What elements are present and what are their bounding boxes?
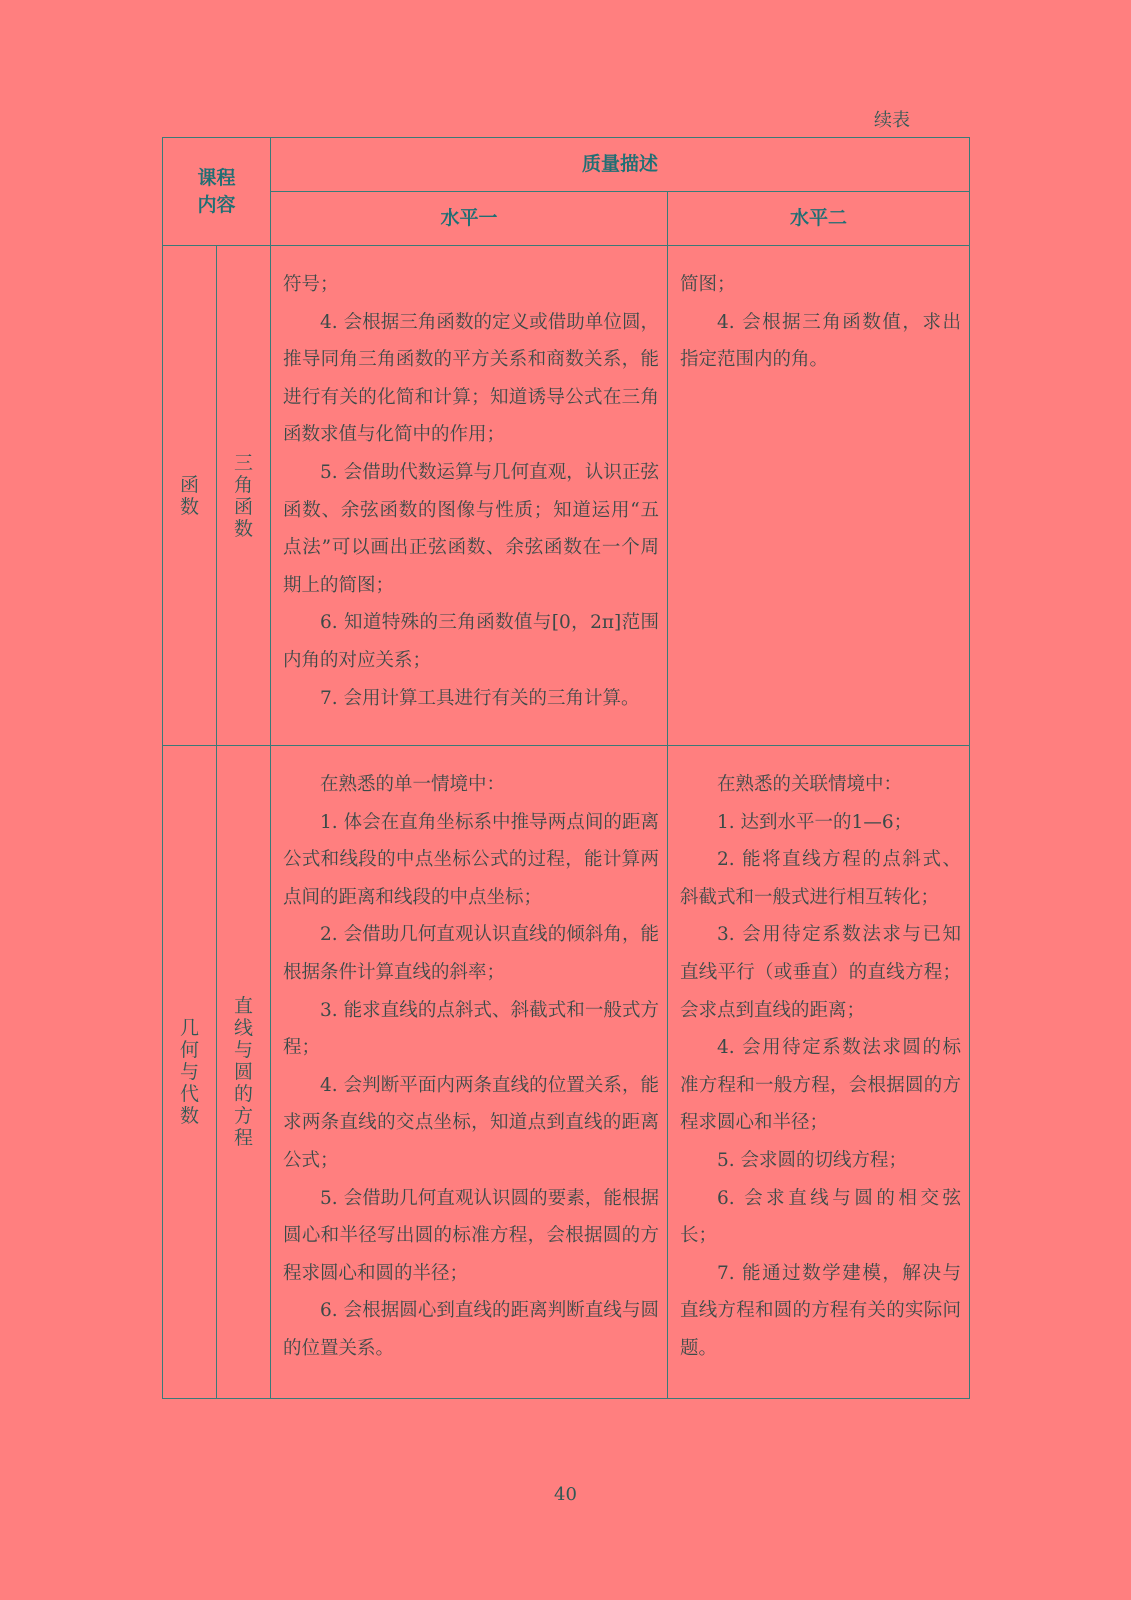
category-label: 几何与代数 [179,1017,199,1127]
level-two-header: 水平二 [668,192,970,246]
paragraph: 5. 会借助几何直观认识圆的要素，能根据圆心和半径写出圆的标准方程，会根据圆的方程求圆心和圆的半径； [283,1187,660,1284]
paragraph: 4. 会判断平面内两条直线的位置关系，能求两条直线的交点坐标，知道点到直线的距离公式； [283,1074,660,1171]
paragraph: 6. 会根据圆心到直线的距离判断直线与圆的位置关系。 [283,1300,660,1359]
paragraph: 1. 体会在直角坐标系中推导两点间的距离公式和线段的中点坐标公式的过程，能计算两点间的距离和线段的中点坐标； [283,811,660,908]
quality-description-header: 质量描述 [271,138,970,192]
paragraph: 2. 能将直线方程的点斜式、斜截式和一般式进行相互转化； [680,849,962,908]
paragraph: 6. 知道特殊的三角函数值与[0，2π]范围内角的对应关系； [283,612,660,671]
quality-table [162,137,970,1399]
paragraph: 6. 会求直线与圆的相交弦长； [680,1187,962,1247]
table-row [163,246,970,746]
paragraph: 4. 会用待定系数法求圆的标准方程和一般方程，会根据圆的方程求圆心和半径； [680,1037,962,1134]
course-content-header [163,138,271,246]
topic-label: 三角函数 [234,451,254,540]
category-label: 函数 [179,473,199,518]
paragraph: 5. 会借助代数运算与几何直观，认识正弦函数、余弦函数的图像与性质；知道运用“五点法”可以画出正弦函数、余弦函数在一个周期上的简图； [283,461,660,596]
level-one-header: 水平一 [271,192,668,246]
topic-cell [217,246,271,746]
topic-cell [217,746,271,1399]
paragraph: 3. 能求直线的点斜式、斜截式和一般式方程； [283,999,660,1059]
category-cell [163,246,217,746]
paragraph: 在熟悉的单一情境中： [320,774,506,795]
paragraph: 符号； [283,274,339,295]
table-row [163,746,970,1399]
level-two-cell [668,246,970,746]
category-cell [163,746,217,1399]
level-two-cell [668,746,970,1399]
paragraph: 2. 会借助几何直观认识直线的倾斜角，能根据条件计算直线的斜率； [283,924,660,983]
paragraph: 3. 会用待定系数法求与已知直线平行（或垂直）的直线方程；会求点到直线的距离； [680,924,962,1021]
paragraph: 1. 达到水平一的1—6； [717,811,913,833]
page-number: 40 [554,1484,577,1505]
paragraph: 在熟悉的关联情境中： [717,774,903,795]
paragraph: 4. 会根据三角函数的定义或借助单位圆，推导同角三角函数的平方关系和商数关系，能进行有关的化简和计算；知道诱导公式在三角函数求值与化简中的作用； [283,311,660,446]
continued-label: 续表 [874,110,910,131]
course-content-header-text: 课程内容 [197,166,236,216]
paragraph: 7. 能通过数学建模，解决与直线方程和圆的方程有关的实际问题。 [680,1262,962,1359]
paragraph: 简图； [680,274,736,295]
paragraph: 7. 会用计算工具进行有关的三角计算。 [320,687,640,709]
level-one-cell [271,746,668,1399]
paragraph: 5. 会求圆的切线方程； [717,1149,908,1171]
topic-label: 直线与圆的方程 [234,995,254,1149]
paragraph: 4. 会根据三角函数值，求出指定范围内的角。 [680,311,962,371]
level-one-cell [271,246,668,746]
